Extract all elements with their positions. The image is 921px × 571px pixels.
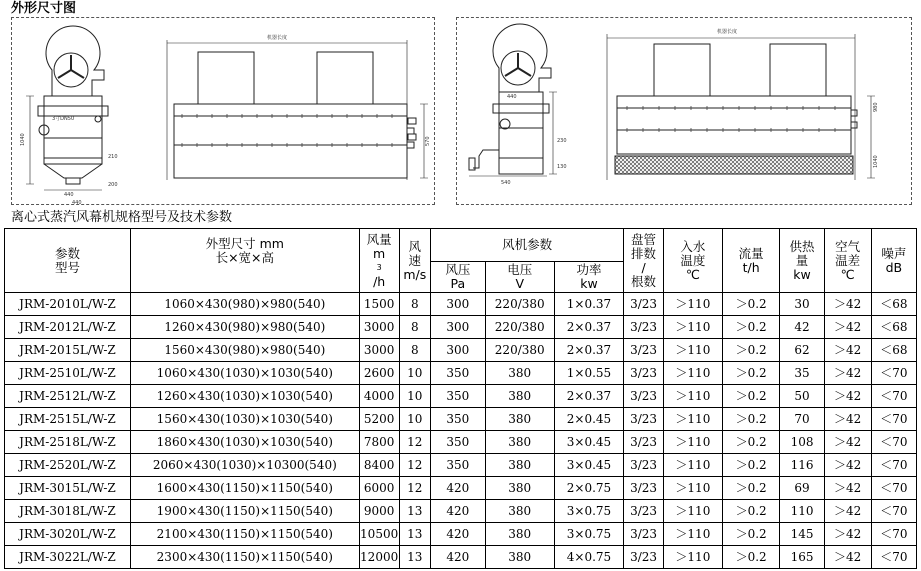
cell-airflow: 5200 <box>359 408 399 431</box>
cell-noise: ＜70 <box>871 362 916 385</box>
spec-table <box>4 228 917 569</box>
cell-coil: 3/23 <box>624 385 664 408</box>
cell-heat: 50 <box>780 385 824 408</box>
cell-model: JRM-2520L/W-Z <box>5 454 131 477</box>
cell-pressure: 350 <box>431 408 486 431</box>
cell-flow: ＞0.2 <box>722 523 780 546</box>
header-model: 参数 型号 <box>5 229 131 293</box>
cell-noise: ＜70 <box>871 454 916 477</box>
cell-size: 1260×430(1030)×1030(540) <box>130 385 359 408</box>
cell-model: JRM-2012L/W-Z <box>5 316 131 339</box>
cell-flow: ＞0.2 <box>722 408 780 431</box>
cell-model: JRM-2510L/W-Z <box>5 362 131 385</box>
cell-water: ＞110 <box>664 339 723 362</box>
cell-voltage: 220/380 <box>485 293 554 316</box>
cell-voltage: 380 <box>485 500 554 523</box>
dim-left-height: 1040 <box>20 133 26 146</box>
header-coil: 盘管 排数 / 根数 <box>624 229 664 293</box>
cell-temp: ＞42 <box>824 362 871 385</box>
cell-airflow: 12000 <box>359 546 399 569</box>
table-row <box>5 408 917 431</box>
cell-water: ＞110 <box>664 362 723 385</box>
cell-temp: ＞42 <box>824 546 871 569</box>
cell-speed: 12 <box>399 454 430 477</box>
header-size: 外型尺寸 mm 长×宽×高 <box>130 229 359 293</box>
cell-coil: 3/23 <box>624 477 664 500</box>
cell-heat: 116 <box>780 454 824 477</box>
cell-pressure: 420 <box>431 546 486 569</box>
cell-flow: ＞0.2 <box>722 362 780 385</box>
cell-flow: ＞0.2 <box>722 431 780 454</box>
dim-left-pipe: 3寸DN50 <box>52 116 75 122</box>
cell-temp: ＞42 <box>824 316 871 339</box>
spec-table-body <box>5 293 917 569</box>
cell-airflow: 9000 <box>359 500 399 523</box>
cell-size: 2060×430(1030)×10300(540) <box>130 454 359 477</box>
cell-model: JRM-3015L/W-Z <box>5 477 131 500</box>
table-row <box>5 500 917 523</box>
cell-pressure: 350 <box>431 431 486 454</box>
drawing-frame-left <box>11 17 435 205</box>
cell-temp: ＞42 <box>824 385 871 408</box>
cell-power: 2×0.75 <box>554 477 623 500</box>
cell-size: 1600×430(1150)×1150(540) <box>130 477 359 500</box>
cell-airflow: 4000 <box>359 385 399 408</box>
cell-temp: ＞42 <box>824 339 871 362</box>
cell-power: 3×0.45 <box>554 431 623 454</box>
cell-voltage: 380 <box>485 431 554 454</box>
cell-airflow: 2600 <box>359 362 399 385</box>
cell-speed: 13 <box>399 523 430 546</box>
cell-speed: 13 <box>399 546 430 569</box>
cell-temp: ＞42 <box>824 500 871 523</box>
cell-pressure: 350 <box>431 362 486 385</box>
cell-speed: 10 <box>399 362 430 385</box>
table-row <box>5 293 917 316</box>
table-row <box>5 385 917 408</box>
cell-coil: 3/23 <box>624 316 664 339</box>
table-row <box>5 339 917 362</box>
cell-noise: ＜70 <box>871 477 916 500</box>
header-flow: 流量 t/h <box>722 229 780 293</box>
dim-right-f: 1040 <box>873 155 879 168</box>
cell-power: 2×0.37 <box>554 316 623 339</box>
header-speed: 风 速 m/s <box>399 229 430 293</box>
drawing-right-svg <box>457 18 913 206</box>
cell-coil: 3/23 <box>624 500 664 523</box>
dim-right-d: 130 <box>557 164 567 170</box>
cell-coil: 3/23 <box>624 362 664 385</box>
cell-noise: ＜70 <box>871 385 916 408</box>
cell-heat: 69 <box>780 477 824 500</box>
cell-heat: 35 <box>780 362 824 385</box>
cell-noise: ＜68 <box>871 293 916 316</box>
cell-airflow: 8400 <box>359 454 399 477</box>
header-noise: 噪声 dB <box>871 229 916 293</box>
cell-noise: ＜70 <box>871 431 916 454</box>
cell-airflow: 1500 <box>359 293 399 316</box>
cell-coil: 3/23 <box>624 523 664 546</box>
cell-water: ＞110 <box>664 316 723 339</box>
dim-left-b: 210 <box>108 154 118 160</box>
cell-airflow: 7800 <box>359 431 399 454</box>
cell-model: JRM-2015L/W-Z <box>5 339 131 362</box>
cell-power: 3×0.45 <box>554 454 623 477</box>
cell-flow: ＞0.2 <box>722 339 780 362</box>
cell-voltage: 220/380 <box>485 316 554 339</box>
cell-speed: 8 <box>399 293 430 316</box>
drawing-right-length-label: 机器长度 <box>717 29 738 35</box>
cell-airflow: 6000 <box>359 477 399 500</box>
cell-pressure: 350 <box>431 385 486 408</box>
cell-model: JRM-3018L/W-Z <box>5 500 131 523</box>
cell-speed: 12 <box>399 477 430 500</box>
drawing-frame-right <box>456 17 912 205</box>
cell-model: JRM-3022L/W-Z <box>5 546 131 569</box>
header-heat: 供热 量 kw <box>780 229 824 293</box>
cell-model: JRM-2518L/W-Z <box>5 431 131 454</box>
cell-model: JRM-2515L/W-Z <box>5 408 131 431</box>
cell-temp: ＞42 <box>824 454 871 477</box>
cell-model: JRM-3020L/W-Z <box>5 523 131 546</box>
header-airflow: 风量 m 3 /h <box>359 229 399 293</box>
cell-size: 1560×430(1030)×1030(540) <box>130 408 359 431</box>
cell-power: 3×0.75 <box>554 500 623 523</box>
cell-coil: 3/23 <box>624 546 664 569</box>
cell-coil: 3/23 <box>624 454 664 477</box>
cell-heat: 30 <box>780 293 824 316</box>
cell-temp: ＞42 <box>824 431 871 454</box>
cell-speed: 10 <box>399 408 430 431</box>
header-air-temp-diff: 空气 温差 ℃ <box>824 229 871 293</box>
cell-heat: 42 <box>780 316 824 339</box>
header-pressure: 风压 Pa <box>431 262 486 293</box>
cell-coil: 3/23 <box>624 408 664 431</box>
cell-temp: ＞42 <box>824 408 871 431</box>
dim-left-width: 440 <box>64 192 74 198</box>
cell-heat: 110 <box>780 500 824 523</box>
cell-flow: ＞0.2 <box>722 316 780 339</box>
cell-water: ＞110 <box>664 293 723 316</box>
cell-voltage: 220/380 <box>485 339 554 362</box>
cell-model: JRM-2010L/W-Z <box>5 293 131 316</box>
cell-noise: ＜70 <box>871 500 916 523</box>
cell-noise: ＜70 <box>871 546 916 569</box>
cell-size: 1060×430(980)×980(540) <box>130 293 359 316</box>
drawing-left-svg <box>12 18 436 206</box>
dim-right-c: 540 <box>501 180 511 186</box>
drawing-left-length-label: 机器长度 <box>267 35 288 41</box>
table-row <box>5 477 917 500</box>
cell-speed: 13 <box>399 500 430 523</box>
cell-voltage: 380 <box>485 477 554 500</box>
cell-pressure: 350 <box>431 454 486 477</box>
cell-speed: 10 <box>399 385 430 408</box>
header-voltage: 电压 V <box>485 262 554 293</box>
cell-power: 4×0.75 <box>554 546 623 569</box>
cell-pressure: 420 <box>431 523 486 546</box>
table-row <box>5 523 917 546</box>
cell-voltage: 380 <box>485 408 554 431</box>
cell-coil: 3/23 <box>624 339 664 362</box>
cell-noise: ＜70 <box>871 408 916 431</box>
dim-right-b: 440 <box>507 94 517 100</box>
cell-flow: ＞0.2 <box>722 500 780 523</box>
cell-size: 1260×430(980)×980(540) <box>130 316 359 339</box>
cell-pressure: 420 <box>431 500 486 523</box>
cell-pressure: 300 <box>431 339 486 362</box>
cell-heat: 108 <box>780 431 824 454</box>
cell-noise: ＜68 <box>871 316 916 339</box>
cell-airflow: 3000 <box>359 339 399 362</box>
cell-temp: ＞42 <box>824 523 871 546</box>
cell-size: 2300×430(1150)×1150(540) <box>130 546 359 569</box>
cell-airflow: 3000 <box>359 316 399 339</box>
cell-voltage: 380 <box>485 523 554 546</box>
table-row <box>5 454 917 477</box>
cell-heat: 62 <box>780 339 824 362</box>
cell-water: ＞110 <box>664 546 723 569</box>
cell-voltage: 380 <box>485 362 554 385</box>
filter-mesh <box>615 156 853 174</box>
cell-power: 1×0.37 <box>554 293 623 316</box>
cell-heat: 165 <box>780 546 824 569</box>
table-row <box>5 546 917 569</box>
cell-speed: 12 <box>399 431 430 454</box>
dim-right-a: 980 <box>873 102 879 112</box>
cell-voltage: 380 <box>485 454 554 477</box>
cell-power: 2×0.37 <box>554 385 623 408</box>
cell-power: 1×0.55 <box>554 362 623 385</box>
cell-flow: ＞0.2 <box>722 477 780 500</box>
dim-left-a: 200 <box>108 182 118 188</box>
dim-left-body: 570 <box>425 136 431 146</box>
cell-size: 2100×430(1150)×1150(540) <box>130 523 359 546</box>
dim-right-e: 230 <box>557 138 567 144</box>
header-power: 功率 kw <box>554 262 623 293</box>
cell-speed: 8 <box>399 316 430 339</box>
dim-left-c: 440 <box>72 200 82 206</box>
cell-pressure: 420 <box>431 477 486 500</box>
cell-flow: ＞0.2 <box>722 385 780 408</box>
cell-water: ＞110 <box>664 385 723 408</box>
table-title: 离心式蒸汽风幕机规格型号及技术参数 <box>11 210 233 225</box>
cell-water: ＞110 <box>664 431 723 454</box>
cell-water: ＞110 <box>664 408 723 431</box>
cell-size: 1900×430(1150)×1150(540) <box>130 500 359 523</box>
table-row <box>5 362 917 385</box>
cell-temp: ＞42 <box>824 293 871 316</box>
cell-voltage: 380 <box>485 385 554 408</box>
cell-temp: ＞42 <box>824 477 871 500</box>
cell-noise: ＜70 <box>871 523 916 546</box>
cell-water: ＞110 <box>664 523 723 546</box>
cell-airflow: 10500 <box>359 523 399 546</box>
cell-pressure: 300 <box>431 293 486 316</box>
cell-speed: 8 <box>399 339 430 362</box>
cell-heat: 145 <box>780 523 824 546</box>
cell-water: ＞110 <box>664 454 723 477</box>
cell-power: 2×0.45 <box>554 408 623 431</box>
cell-noise: ＜68 <box>871 339 916 362</box>
cell-flow: ＞0.2 <box>722 546 780 569</box>
cell-flow: ＞0.2 <box>722 293 780 316</box>
cell-pressure: 300 <box>431 316 486 339</box>
section-title: 外形尺寸图 <box>11 1 77 16</box>
cell-coil: 3/23 <box>624 293 664 316</box>
cell-heat: 70 <box>780 408 824 431</box>
table-row <box>5 431 917 454</box>
cell-water: ＞110 <box>664 477 723 500</box>
cell-water: ＞110 <box>664 500 723 523</box>
cell-size: 1560×430(980)×980(540) <box>130 339 359 362</box>
cell-voltage: 380 <box>485 546 554 569</box>
table-row <box>5 316 917 339</box>
cell-model: JRM-2512L/W-Z <box>5 385 131 408</box>
cell-size: 1060×430(1030)×1030(540) <box>130 362 359 385</box>
cell-size: 1860×430(1030)×1030(540) <box>130 431 359 454</box>
cell-power: 3×0.75 <box>554 523 623 546</box>
cell-flow: ＞0.2 <box>722 454 780 477</box>
cell-power: 2×0.37 <box>554 339 623 362</box>
cell-coil: 3/23 <box>624 431 664 454</box>
header-fan-group: 风机参数 <box>431 229 624 262</box>
header-water-temp: 入水 温度 ℃ <box>664 229 723 293</box>
